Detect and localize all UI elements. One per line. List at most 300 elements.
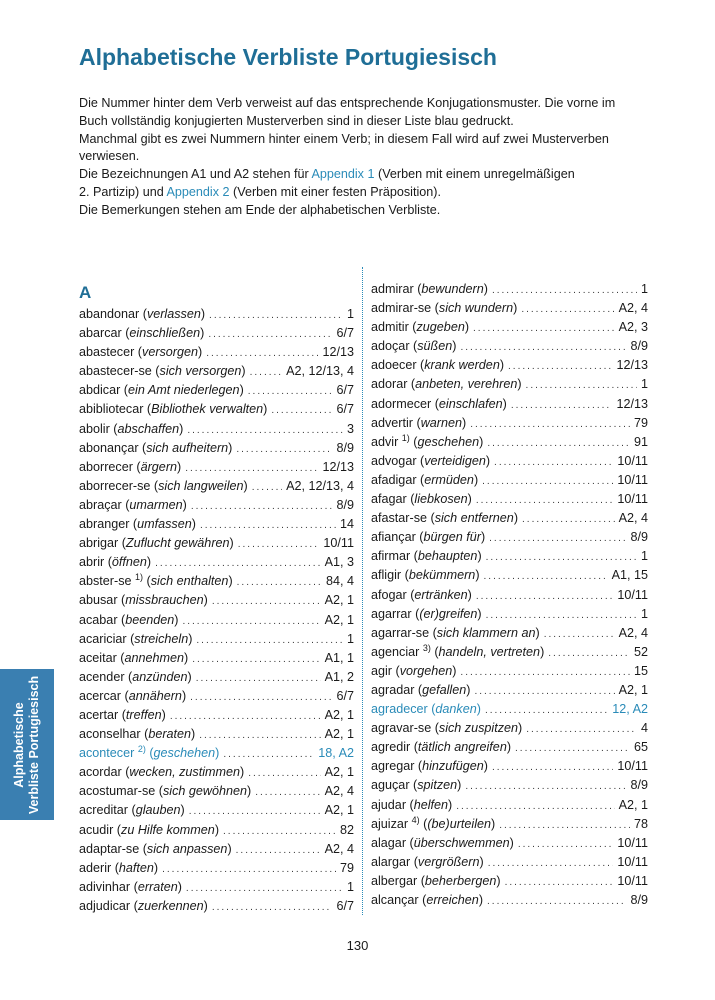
verb-headword: admirar-se (sich wundern): [371, 301, 518, 316]
verb-translation: ein Amt niederlegen: [128, 383, 240, 398]
verb-entry: [79, 572, 354, 591]
dot-leader: [456, 797, 614, 816]
verb-translation: öffnen: [111, 555, 147, 570]
conjugation-model: 8/9: [630, 778, 648, 793]
verb-translation: warnen: [420, 415, 463, 430]
dot-leader: [460, 663, 630, 682]
verb-infinitive: afirmar: [371, 549, 411, 564]
verb-list-left-column: [79, 280, 354, 916]
verb-infinitive: acudir: [79, 822, 114, 837]
verb-entry: [371, 586, 648, 605]
dot-leader: [470, 415, 630, 434]
verb-headword: advir $^{1)}$ (geschehen): [371, 432, 484, 449]
verb-entry: [79, 763, 354, 782]
verb-entry: [371, 872, 648, 891]
verb-translation: sich langweilen: [158, 478, 244, 493]
verb-headword: abibliotecar (Bibliothek verwalten): [79, 402, 268, 417]
verb-translation: gefallen: [422, 682, 467, 697]
verb-entry: [371, 700, 648, 719]
verb-infinitive: advir: [371, 434, 399, 449]
verb-headword: acender (anzünden): [79, 669, 192, 684]
verb-infinitive: afastar-se: [371, 511, 427, 526]
conjugation-model: 14: [339, 517, 354, 532]
page-title: Alphabetische Verbliste Portugiesisch: [79, 44, 497, 70]
verb-entry: [371, 681, 648, 700]
verb-entry: [79, 362, 354, 381]
verb-headword: aconselhar (beraten): [79, 727, 196, 742]
verb-headword: abusar (missbrauchen): [79, 593, 208, 608]
verb-translation: sich aufheitern: [146, 440, 229, 455]
verb-infinitive: adivinhar: [79, 879, 131, 894]
verb-entry: [371, 299, 648, 318]
dot-leader: [248, 764, 320, 783]
verb-headword: adjudicar (zuerkennen): [79, 898, 208, 913]
verb-headword: agenciar $^{3)}$ (handeln, vertreten): [371, 642, 545, 659]
verb-infinitive: abonançar: [79, 440, 139, 455]
dot-leader: [271, 401, 332, 420]
verb-infinitive: afogar: [371, 587, 407, 602]
verb-translation: annehmen: [124, 650, 185, 665]
verb-infinitive: agir: [371, 663, 392, 678]
verb-entry: [79, 515, 354, 534]
verb-translation: geschehen: [417, 434, 480, 449]
verb-entry: [371, 452, 648, 471]
verb-headword: alargar (vergrößern): [371, 854, 484, 869]
verb-translation: glauben: [135, 803, 181, 818]
verb-infinitive: abolir: [79, 421, 110, 436]
verb-entry: [79, 381, 354, 400]
verb-translation: zugeben: [416, 320, 465, 335]
dot-leader: [223, 822, 336, 841]
verb-infinitive: ajudar: [371, 797, 407, 812]
intro-text-fragment: 2. Partizip) und: [79, 184, 167, 199]
dot-leader: [236, 841, 321, 860]
verb-headword: alcançar (erreichen): [371, 893, 484, 907]
verb-translation: bürgen für: [423, 530, 481, 545]
verb-headword: acontecer $^{2)}$ (geschehen): [79, 743, 220, 761]
verb-infinitive: admirar-se: [371, 301, 432, 316]
verb-entry: [79, 630, 354, 649]
verb-entry: [371, 509, 648, 528]
verb-entry: [79, 439, 354, 458]
verb-headword: aderir (haften): [79, 860, 159, 875]
dot-leader: [200, 516, 336, 535]
verb-infinitive: acender: [79, 669, 125, 684]
verb-translation: überschwemmen: [413, 835, 510, 850]
verb-translation: umfassen: [137, 517, 192, 532]
conjugation-model: 8/9: [630, 893, 648, 907]
dot-leader: [223, 745, 314, 764]
dot-leader: [476, 587, 614, 606]
verb-headword: acudir (zu Hilfe kommen): [79, 822, 220, 837]
conjugation-model: A2, 4: [324, 784, 354, 799]
intro-text: [79, 95, 639, 220]
verb-translation: danken: [435, 702, 477, 717]
verb-infinitive: adaptar-se: [79, 841, 140, 856]
verb-translation: beherbergen: [424, 873, 497, 888]
verb-infinitive: alagar: [371, 835, 407, 850]
verb-entry: [79, 897, 354, 916]
dot-leader: [238, 535, 320, 554]
intro-text-fragment: Die Bezeichnungen A1 und A2 stehen für: [79, 167, 312, 182]
dot-leader: [212, 898, 333, 917]
verb-entry: [79, 534, 354, 553]
verb-infinitive: afiançar: [371, 530, 416, 545]
dot-leader: [237, 573, 322, 592]
conjugation-model: A2, 4: [618, 511, 648, 526]
conjugation-model: 1: [346, 879, 354, 894]
verb-translation: umarmen: [129, 497, 183, 512]
conjugation-model: 6/7: [336, 326, 354, 341]
footnote-marker: 1): [401, 432, 410, 443]
verb-translation: ärgern: [140, 459, 178, 474]
verb-headword: acordar (wecken, zustimmen): [79, 765, 245, 780]
dot-leader: [515, 739, 630, 758]
conjugation-model: 10/11: [617, 873, 648, 888]
conjugation-model: 10/11: [617, 453, 648, 468]
verb-headword: afirmar (behaupten): [371, 549, 482, 564]
verb-infinitive: abrigar: [79, 536, 119, 551]
verb-headword: albergar (beherbergen): [371, 873, 501, 888]
verb-headword: afligir (bekümmern): [371, 568, 480, 583]
verb-headword: advertir (warnen): [371, 415, 467, 430]
dot-leader: [236, 440, 332, 459]
conjugation-model: A2, 12/13, 4: [286, 478, 354, 493]
verb-translation: spitzen: [417, 778, 458, 793]
verb-entry: [79, 420, 354, 439]
verb-infinitive: acabar: [79, 612, 118, 627]
dot-leader: [208, 325, 332, 344]
verb-headword: abandonar (verlassen): [79, 307, 206, 321]
side-tab-line: Alphabetische: [12, 701, 26, 788]
page-number: 130: [346, 938, 369, 953]
verb-headword: abdicar (ein Amt niederlegen): [79, 383, 244, 398]
verb-infinitive: adoecer: [371, 358, 417, 373]
conjugation-model: 10/11: [617, 492, 648, 507]
dot-leader: [487, 892, 626, 911]
verb-entry: [371, 547, 648, 566]
verb-entry: [371, 891, 648, 910]
conjugation-model: 12/13: [322, 459, 354, 474]
intro-line: Buch vollständig konjugierten Musterverben sind in dieser Liste blau gedruckt.: [79, 113, 514, 128]
dot-leader: [518, 835, 614, 854]
verb-infinitive: abandonar: [79, 307, 140, 321]
dot-leader: [494, 453, 613, 472]
verb-translation: krank werden: [424, 358, 500, 373]
verb-headword: afogar (ertränken): [371, 587, 472, 602]
verb-translation: ermüden: [424, 472, 474, 487]
verb-infinitive: acercar: [79, 688, 121, 703]
conjugation-model: A1, 2: [324, 669, 354, 684]
appendix-1-link[interactable]: Appendix 1: [311, 167, 375, 182]
conjugation-model: 10/11: [617, 835, 648, 850]
dot-leader: [196, 631, 343, 650]
verb-translation: helfen: [413, 797, 449, 812]
verb-infinitive: abdicar: [79, 383, 121, 398]
dot-leader: [522, 510, 615, 529]
conjugation-model: 78: [633, 816, 648, 831]
conjugation-model: A1, 3: [324, 555, 354, 570]
verb-infinitive: agradecer: [371, 702, 428, 717]
verb-entry: [79, 324, 354, 343]
verb-infinitive: agenciar: [371, 644, 420, 659]
conjugation-model: 6/7: [336, 688, 354, 703]
verb-translation: beraten: [148, 727, 192, 742]
conjugation-model: 8/9: [630, 530, 648, 545]
verb-translation: liebkosen: [414, 492, 468, 507]
verb-headword: adaptar-se (sich anpassen): [79, 841, 232, 856]
verb-infinitive: afagar: [371, 492, 407, 507]
verb-headword: agarrar ((er)greifen): [371, 606, 482, 621]
dot-leader: [252, 478, 282, 497]
verb-translation: einschließen: [129, 326, 201, 341]
dot-leader: [187, 421, 343, 440]
verb-infinitive: advogar: [371, 453, 417, 468]
verb-entry: [371, 624, 648, 643]
verb-translation: streicheln: [134, 631, 189, 646]
conjugation-model: A1, 15: [611, 568, 648, 583]
verb-infinitive: abrir: [79, 555, 105, 570]
intro-text-fragment: (Verben mit einem unregelmäßigen: [374, 167, 575, 182]
verb-entry: [79, 725, 354, 744]
verb-entry: [79, 821, 354, 840]
verb-entry: [79, 859, 354, 878]
verb-headword: adoçar (süßen): [371, 339, 457, 354]
intro-line: Die Nummer hinter dem Verb verweist auf das entsprechende Konjugationsmuster. Die vorne im: [79, 96, 616, 110]
verb-entry: [371, 815, 648, 834]
verb-infinitive: advertir: [371, 415, 413, 430]
dot-leader: [190, 688, 332, 707]
conjugation-model: 10/11: [617, 854, 648, 869]
verb-headword: abastecer-se (sich versorgen): [79, 364, 246, 379]
dot-leader: [505, 873, 614, 892]
verb-infinitive: aborrecer-se: [79, 478, 151, 493]
conjugation-model: 18, A2: [318, 746, 354, 761]
verb-list-right: [371, 280, 648, 910]
verb-infinitive: admirar: [371, 282, 414, 296]
verb-headword: abonançar (sich aufheitern): [79, 440, 233, 455]
verb-translation: Zuflucht gewähren: [125, 536, 230, 551]
dot-leader: [255, 783, 320, 802]
footnote-marker: 2): [137, 743, 146, 754]
conjugation-model: 12/13: [322, 345, 354, 360]
verb-infinitive: abusar: [79, 593, 118, 608]
conjugation-model: 12/13: [616, 358, 648, 373]
verb-headword: abolir (abschaffen): [79, 421, 184, 436]
intro-line: Die Bemerkungen stehen am Ende der alphabetischen Verbliste.: [79, 202, 441, 217]
conjugation-model: A2, 1: [324, 612, 354, 627]
verb-translation: (be)urteilen: [427, 816, 492, 831]
conjugation-model: 6/7: [336, 402, 354, 417]
verb-entry: [79, 400, 354, 419]
verb-infinitive: agarrar: [371, 606, 412, 621]
verb-infinitive: admitir: [371, 320, 409, 335]
dot-leader: [476, 491, 614, 510]
verb-entry: [371, 356, 648, 375]
verb-headword: ajuizar $^{4)}$ ((be)urteilen): [371, 814, 496, 831]
verb-infinitive: abarcar: [79, 326, 122, 341]
verb-infinitive: adorar: [371, 377, 408, 392]
conjugation-model: A2, 1: [324, 727, 354, 742]
dot-leader: [474, 682, 614, 701]
conjugation-model: 1: [346, 631, 354, 646]
conjugation-model: 10/11: [617, 587, 648, 602]
verb-infinitive: agradar: [371, 682, 415, 697]
verb-translation: sich anpassen: [146, 841, 228, 856]
appendix-2-link[interactable]: Appendix 2: [166, 184, 230, 199]
dot-leader: [209, 306, 343, 325]
verb-entry: [371, 643, 648, 662]
verb-infinitive: acontecer: [79, 746, 135, 761]
verb-headword: aborrecer (ärgern): [79, 459, 182, 474]
dot-leader: [185, 459, 318, 478]
verb-translation: vorgehen: [399, 663, 453, 678]
dot-leader: [170, 707, 321, 726]
verb-infinitive: agravar-se: [371, 721, 432, 736]
dot-leader: [196, 669, 321, 688]
verb-headword: abster-se $^{1)}$ (sich enthalten): [79, 572, 233, 589]
verb-entry: [371, 757, 648, 776]
verb-entry: [79, 878, 354, 897]
dot-leader: [526, 376, 637, 395]
verb-entry: [79, 801, 354, 820]
conjugation-model: 8/9: [336, 497, 354, 512]
section-letter: A: [79, 283, 92, 302]
verb-headword: acertar (treffen): [79, 707, 166, 722]
verb-translation: anbeten, verehren: [415, 377, 518, 392]
verb-entry: [79, 649, 354, 668]
side-tab[interactable]: [0, 669, 54, 820]
verb-entry: [371, 395, 648, 414]
verb-entry: [371, 834, 648, 853]
verb-infinitive: agarrar-se: [371, 625, 430, 640]
verb-infinitive: acertar: [79, 707, 119, 722]
verb-infinitive: acariciar: [79, 631, 127, 646]
verb-entry: [371, 528, 648, 547]
conjugation-model: 6/7: [336, 898, 354, 913]
verb-entry: [371, 776, 648, 795]
verb-headword: acreditar (glauben): [79, 803, 185, 818]
verb-entry: [79, 706, 354, 725]
dot-leader: [487, 434, 630, 453]
dot-leader: [473, 319, 615, 338]
verb-translation: sich gewöhnen: [163, 784, 248, 799]
verb-entry: [79, 782, 354, 801]
verb-headword: agregar (hinzufügen): [371, 759, 488, 774]
verb-translation: erreichen: [426, 893, 479, 907]
intro-line: verwiesen.: [79, 149, 140, 164]
verb-translation: verteidigen: [424, 453, 486, 468]
verb-entry: [371, 738, 648, 757]
verb-list-right-column: [371, 280, 648, 910]
verb-headword: abrigar (Zuflucht gewähren): [79, 536, 234, 551]
conjugation-model: A2, 4: [324, 841, 354, 856]
dot-leader: [212, 592, 321, 611]
verb-infinitive: abastecer-se: [79, 364, 152, 379]
verb-infinitive: acostumar-se: [79, 784, 156, 799]
verb-headword: agir (vorgehen): [371, 663, 457, 678]
verb-headword: admirar (bewundern): [371, 282, 488, 296]
verb-headword: abraçar (umarmen): [79, 497, 187, 512]
verb-entry: [371, 719, 648, 738]
verb-infinitive: afadigar: [371, 472, 417, 487]
verb-entry: [79, 496, 354, 515]
verb-infinitive: acreditar: [79, 803, 128, 818]
footnote-marker: 3): [422, 642, 431, 653]
conjugation-model: A2, 4: [618, 625, 648, 640]
verb-headword: adorar (anbeten, verehren): [371, 377, 522, 392]
verb-translation: treffen: [125, 707, 162, 722]
verb-translation: beenden: [125, 612, 175, 627]
intro-text-fragment: (Verben mit einer festen Präposition).: [229, 184, 441, 199]
conjugation-model: 15: [633, 663, 648, 678]
dot-leader: [521, 300, 614, 319]
verb-infinitive: acordar: [79, 765, 122, 780]
verb-entry: [371, 471, 648, 490]
conjugation-model: A2, 4: [618, 301, 648, 316]
verb-translation: annähern: [128, 688, 182, 703]
conjugation-model: 1: [346, 307, 354, 321]
conjugation-model: 91: [633, 434, 648, 449]
conjugation-model: 84, 4: [325, 574, 354, 589]
dot-leader: [186, 879, 343, 898]
verb-translation: sich versorgen: [159, 364, 242, 379]
verb-headword: aceitar (annehmen): [79, 650, 189, 665]
verb-entry: [79, 611, 354, 630]
dot-leader: [250, 363, 282, 382]
conjugation-model: 79: [633, 415, 648, 430]
verb-translation: sich zuspitzen: [438, 721, 519, 736]
dot-leader: [465, 777, 626, 796]
verb-translation: vergrößern: [417, 854, 480, 869]
verb-headword: ajudar (helfen): [371, 797, 453, 812]
verb-translation: verlassen: [146, 307, 201, 321]
dot-leader: [162, 860, 336, 879]
verb-entry: [371, 605, 648, 624]
dot-leader: [199, 726, 320, 745]
verb-entry: [371, 566, 648, 585]
verb-headword: afagar (liebkosen): [371, 492, 472, 507]
dot-leader: [460, 338, 626, 357]
dot-leader: [499, 816, 630, 835]
dot-leader: [544, 625, 615, 644]
verb-infinitive: abster-se: [79, 574, 132, 589]
verb-headword: alagar (überschwemmen): [371, 835, 514, 850]
conjugation-model: A2, 1: [618, 797, 648, 812]
verb-infinitive: agredir: [371, 740, 411, 755]
footnote-marker: 4): [411, 814, 420, 825]
verb-translation: süßen: [417, 339, 453, 354]
conjugation-model: A2, 1: [324, 593, 354, 608]
verb-headword: adormecer (einschlafen): [371, 396, 507, 411]
conjugation-model: 10/11: [323, 536, 354, 551]
dot-leader: [492, 758, 613, 777]
conjugation-model: A2, 1: [618, 682, 648, 697]
verb-headword: adivinhar (erraten): [79, 879, 182, 894]
verb-headword: abastecer (versorgen): [79, 345, 203, 360]
verb-headword: aborrecer-se (sich langweilen): [79, 478, 248, 493]
verb-infinitive: ajuizar: [371, 816, 409, 831]
dot-leader: [182, 612, 320, 631]
conjugation-model: 82: [339, 822, 354, 837]
verb-entry: [371, 414, 648, 433]
conjugation-model: 12, A2: [612, 702, 648, 717]
conjugation-model: 65: [633, 740, 648, 755]
dot-leader: [548, 644, 630, 663]
conjugation-model: 6/7: [336, 383, 354, 398]
conjugation-model: 3: [346, 421, 354, 436]
verb-headword: afastar-se (sich entfernen): [371, 511, 519, 526]
